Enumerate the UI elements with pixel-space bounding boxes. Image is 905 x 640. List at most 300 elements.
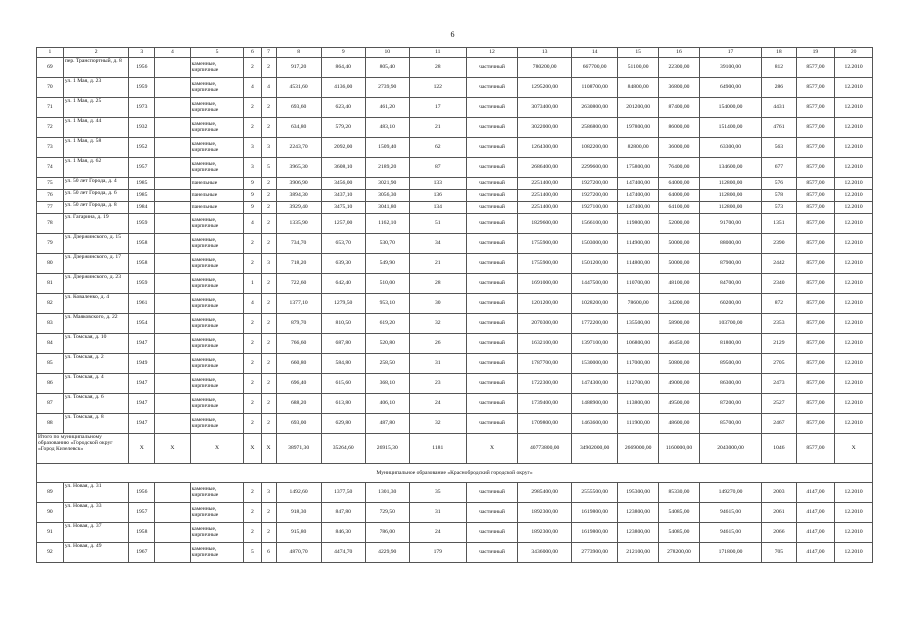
table-cell: 2 <box>244 503 261 523</box>
table-cell: 31 <box>409 503 466 523</box>
table-cell: 3022000,00 <box>518 118 572 138</box>
table-cell: 133 <box>409 178 466 190</box>
table-cell: ул. Маяковского, д. 22 <box>63 314 129 334</box>
table-cell: 1959 <box>129 78 155 98</box>
table-cell: 639,30 <box>321 254 365 274</box>
total-cell: X <box>129 434 155 464</box>
table-cell: 812 <box>762 58 796 78</box>
total-cell: 38971,30 <box>276 434 321 464</box>
table-cell: 112800,00 <box>699 202 761 214</box>
table-cell: 3906,90 <box>276 178 321 190</box>
table-cell: частичный <box>466 503 518 523</box>
table-cell: 8577,00 <box>796 374 835 394</box>
table-cell: 520,80 <box>365 334 409 354</box>
table-cell: 1956 <box>129 483 155 503</box>
table-cell: 113800,00 <box>618 394 659 414</box>
table-cell: 35 <box>409 483 466 503</box>
table-cell: 197800,00 <box>618 118 659 138</box>
table-cell: 22300,00 <box>659 58 700 78</box>
table-row <box>37 394 873 414</box>
table-cell: 1947 <box>129 374 155 394</box>
column-number-cell: 17 <box>699 48 761 58</box>
table-cell: 1082200,00 <box>572 138 618 158</box>
table-cell: 12.2010 <box>835 202 873 214</box>
table-cell: 487,80 <box>365 414 409 434</box>
table-cell: 1397100,00 <box>572 334 618 354</box>
table-cell: 1501200,00 <box>572 254 618 274</box>
table-cell: 64900,00 <box>699 78 761 98</box>
table-cell: 34200,00 <box>659 294 700 314</box>
table-cell: 82800,00 <box>618 138 659 158</box>
table-cell: каменные, кирпичные <box>190 503 244 523</box>
table-cell: 530,70 <box>365 234 409 254</box>
column-number-cell: 5 <box>190 48 244 58</box>
table-cell: 87 <box>409 158 466 178</box>
table-cell: 134 <box>409 202 466 214</box>
table-cell: 1927100,00 <box>572 202 618 214</box>
table-cell: панельные <box>190 178 244 190</box>
table-cell: 12.2010 <box>835 190 873 202</box>
table-cell <box>155 503 190 523</box>
table-row <box>37 374 873 394</box>
table-cell: 4474,70 <box>321 543 365 563</box>
table-cell: 12.2010 <box>835 523 873 543</box>
table-cell: 1958 <box>129 234 155 254</box>
table-cell: 1985 <box>129 190 155 202</box>
table-row <box>37 78 873 98</box>
table-row <box>37 234 873 254</box>
table-cell: 84700,00 <box>699 274 761 294</box>
table-cell: 63300,00 <box>699 138 761 158</box>
table-cell: 91700,00 <box>699 214 761 234</box>
table-cell: 134600,00 <box>699 158 761 178</box>
total-cell: 35264,60 <box>321 434 365 464</box>
table-cell: 729,50 <box>365 503 409 523</box>
table-cell <box>155 254 190 274</box>
total-cell: X <box>155 434 190 464</box>
table-cell: ул. Томская, д. 4 <box>63 374 129 394</box>
table-cell: 705 <box>762 543 796 563</box>
table-cell: 1488900,00 <box>572 394 618 414</box>
table-row <box>37 334 873 354</box>
column-number-cell: 6 <box>244 48 261 58</box>
table-cell: 2299600,00 <box>572 158 618 178</box>
table-cell: каменные, кирпичные <box>190 523 244 543</box>
table-cell: 846,30 <box>321 523 365 543</box>
table-cell: 103700,00 <box>699 314 761 334</box>
table-cell <box>155 78 190 98</box>
table-cell: 147400,00 <box>618 178 659 190</box>
table-row <box>37 202 873 214</box>
table-cell: 734,70 <box>276 234 321 254</box>
table-cell: 623,40 <box>321 98 365 118</box>
table-cell: 8577,00 <box>796 138 835 158</box>
table-cell: 106800,00 <box>618 334 659 354</box>
table-cell: 2 <box>261 374 276 394</box>
table-cell: 12.2010 <box>835 234 873 254</box>
table-cell: каменные, кирпичные <box>190 58 244 78</box>
table-cell: 48100,00 <box>659 274 700 294</box>
table-cell: 696,40 <box>276 374 321 394</box>
table-cell: частичный <box>466 178 518 190</box>
table-cell: 1257,00 <box>321 214 365 234</box>
table-cell: 766,60 <box>276 334 321 354</box>
table-cell: каменные, кирпичные <box>190 483 244 503</box>
column-number-cell: 10 <box>365 48 409 58</box>
table-cell: 2340 <box>762 274 796 294</box>
table-cell: 12.2010 <box>835 483 873 503</box>
table-cell: частичный <box>466 58 518 78</box>
table-cell: 2092,00 <box>321 138 365 158</box>
table-cell: частичный <box>466 214 518 234</box>
table-cell: 8577,00 <box>796 354 835 374</box>
table-row <box>37 138 873 158</box>
table-cell: 54085,00 <box>659 523 700 543</box>
table-cell: ул. Новая, д. 37 <box>63 523 129 543</box>
table-cell: 8577,00 <box>796 214 835 234</box>
table-cell: 688,20 <box>276 394 321 414</box>
table-cell: 5 <box>244 543 261 563</box>
table-cell: 8577,00 <box>796 394 835 414</box>
table-cell: 872 <box>762 294 796 314</box>
table-cell: 2 <box>261 394 276 414</box>
table-cell: 3 <box>244 158 261 178</box>
column-number-row <box>37 48 873 58</box>
table-cell: 30 <box>409 294 466 314</box>
table-cell: каменные, кирпичные <box>190 214 244 234</box>
table-cell: частичный <box>466 543 518 563</box>
table-cell: 79 <box>37 234 64 254</box>
table-cell <box>155 58 190 78</box>
table-cell: 8577,00 <box>796 314 835 334</box>
column-number-cell: 7 <box>261 48 276 58</box>
table-cell: 86300,00 <box>699 374 761 394</box>
table-cell: частичный <box>466 414 518 434</box>
table-cell: 510,00 <box>365 274 409 294</box>
table-cell: ул. 50 лет Города, д. 6 <box>63 190 129 202</box>
table-cell: 2686400,00 <box>518 158 572 178</box>
table-body <box>37 48 873 563</box>
table-cell: 123800,00 <box>618 523 659 543</box>
table-cell: 12.2010 <box>835 374 873 394</box>
table-cell: 71 <box>37 98 64 118</box>
table-cell: 1932 <box>129 118 155 138</box>
table-cell: 1958 <box>129 523 155 543</box>
table-cell: ул. Томская, д. 10 <box>63 334 129 354</box>
table-cell: каменные, кирпичные <box>190 294 244 314</box>
table-cell: 1959 <box>129 274 155 294</box>
column-number-cell: 14 <box>572 48 618 58</box>
table-cell: 667700,00 <box>572 58 618 78</box>
table-cell: 12.2010 <box>835 158 873 178</box>
table-cell: 24 <box>409 523 466 543</box>
table-cell: ул. 1 Мая, д. 62 <box>63 158 129 178</box>
table-cell: 634,80 <box>276 118 321 138</box>
table-cell: 76400,00 <box>659 158 700 178</box>
table-cell: 12.2010 <box>835 78 873 98</box>
table-cell <box>155 374 190 394</box>
table-cell: 461,20 <box>365 98 409 118</box>
table-cell: 1947 <box>129 414 155 434</box>
table-cell: 78600,00 <box>618 294 659 314</box>
table-cell: частичный <box>466 78 518 98</box>
table-cell: 135500,00 <box>618 314 659 334</box>
table-cell: ул. 1 Мая, д. 58 <box>63 138 129 158</box>
table-row <box>37 294 873 314</box>
table-cell: панельные <box>190 202 244 214</box>
table-cell: каменные, кирпичные <box>190 374 244 394</box>
table-row <box>37 178 873 190</box>
table-cell: 3475,10 <box>321 202 365 214</box>
table-cell <box>155 202 190 214</box>
table-cell: 1755900,00 <box>518 234 572 254</box>
table-cell <box>155 483 190 503</box>
total-cell: 1181 <box>409 434 466 464</box>
total-cell: 1046 <box>762 434 796 464</box>
table-row <box>37 523 873 543</box>
table-cell: каменные, кирпичные <box>190 158 244 178</box>
table-cell: 1739400,00 <box>518 394 572 414</box>
table-cell: 76 <box>37 190 64 202</box>
table-cell: 12.2010 <box>835 58 873 78</box>
section-row <box>37 464 873 483</box>
table-row <box>37 190 873 202</box>
table-cell: частичный <box>466 523 518 543</box>
table-cell: 34 <box>409 234 466 254</box>
table-cell: 2 <box>244 523 261 543</box>
table-cell <box>155 543 190 563</box>
table-cell: 1961 <box>129 294 155 314</box>
table-cell: 4531,60 <box>276 78 321 98</box>
table-row <box>37 158 873 178</box>
table-cell: 8577,00 <box>796 274 835 294</box>
table-cell: частичный <box>466 374 518 394</box>
table-cell: 26 <box>409 334 466 354</box>
table-cell: 2 <box>261 503 276 523</box>
table-cell: 258,50 <box>365 354 409 374</box>
table-cell: 1892300,00 <box>518 523 572 543</box>
table-cell: каменные, кирпичные <box>190 354 244 374</box>
table-cell: 2 <box>244 254 261 274</box>
table-cell: 1264300,00 <box>518 138 572 158</box>
table-cell: 1722300,00 <box>518 374 572 394</box>
table-cell: 4 <box>244 214 261 234</box>
table-cell: каменные, кирпичные <box>190 234 244 254</box>
table-row <box>37 214 873 234</box>
table-cell: 2 <box>261 118 276 138</box>
table-cell: 8577,00 <box>796 234 835 254</box>
table-cell: 8577,00 <box>796 254 835 274</box>
table-cell: 54085,00 <box>659 503 700 523</box>
table-cell: 2 <box>244 483 261 503</box>
table-cell: 50000,00 <box>659 234 700 254</box>
table-cell: 85700,00 <box>699 414 761 434</box>
column-number-cell: 2 <box>63 48 129 58</box>
table-cell: 2 <box>261 202 276 214</box>
table-cell: 3041,80 <box>365 202 409 214</box>
table-cell: 4 <box>244 78 261 98</box>
table-cell: 1959 <box>129 214 155 234</box>
table-cell <box>155 294 190 314</box>
table-cell: 1829600,00 <box>518 214 572 234</box>
table-cell: каменные, кирпичные <box>190 274 244 294</box>
table-cell: ул. Коваленко, д. 4 <box>63 294 129 314</box>
column-number-cell: 9 <box>321 48 365 58</box>
total-cell: X <box>190 434 244 464</box>
table-cell: 1772200,00 <box>572 314 618 334</box>
table-cell: 12.2010 <box>835 354 873 374</box>
table-cell: частичный <box>466 483 518 503</box>
table-cell <box>155 334 190 354</box>
table-cell: 12.2010 <box>835 414 873 434</box>
table-cell: 12.2010 <box>835 254 873 274</box>
table-cell: 563 <box>762 138 796 158</box>
table-cell: 953,10 <box>365 294 409 314</box>
table-cell: 73 <box>37 138 64 158</box>
table-cell: 579,20 <box>321 118 365 138</box>
total-label: Итого по муниципальному образованию «Городской округ «Город Кизелевск» <box>37 434 129 464</box>
total-cell: 8577,00 <box>796 434 835 464</box>
table-cell: 1957 <box>129 158 155 178</box>
table-cell: 74 <box>37 158 64 178</box>
table-cell: 1709800,00 <box>518 414 572 434</box>
table-cell: 613,80 <box>321 394 365 414</box>
table-cell: 49500,00 <box>659 394 700 414</box>
table-cell: 77 <box>37 202 64 214</box>
table-cell: 88000,00 <box>699 234 761 254</box>
table-cell: частичный <box>466 354 518 374</box>
table-cell: 50000,00 <box>659 254 700 274</box>
table-cell: 9 <box>244 190 261 202</box>
table-cell: 24 <box>409 394 466 414</box>
table-cell: 2473 <box>762 374 796 394</box>
table-cell: частичный <box>466 254 518 274</box>
total-cell: 2669000,00 <box>618 434 659 464</box>
table-cell: 653,70 <box>321 234 365 254</box>
table-cell: 8577,00 <box>796 78 835 98</box>
column-number-cell: 16 <box>659 48 700 58</box>
table-cell: 48600,00 <box>659 414 700 434</box>
table-cell: частичный <box>466 118 518 138</box>
column-number-cell: 15 <box>618 48 659 58</box>
table-cell: 17 <box>409 98 466 118</box>
table-cell: 1787700,00 <box>518 354 572 374</box>
table-cell: 917,20 <box>276 58 321 78</box>
table-cell: 46450,00 <box>659 334 700 354</box>
table-cell: 87400,00 <box>659 98 700 118</box>
table-cell: 1509,40 <box>365 138 409 158</box>
table-cell <box>155 394 190 414</box>
table-cell: 1957 <box>129 503 155 523</box>
table-cell: 1503000,00 <box>572 234 618 254</box>
table-cell: 278200,00 <box>659 543 700 563</box>
table-cell <box>155 234 190 254</box>
table-cell: 2 <box>244 58 261 78</box>
table-cell: 58900,00 <box>659 314 700 334</box>
table-cell: 70 <box>37 78 64 98</box>
table-cell: ул. 1 Мая, д. 44 <box>63 118 129 138</box>
table-cell: 12.2010 <box>835 294 873 314</box>
table-cell: каменные, кирпичные <box>190 78 244 98</box>
table-cell: 8577,00 <box>796 414 835 434</box>
table-cell: 286 <box>762 78 796 98</box>
column-number-cell: 11 <box>409 48 466 58</box>
total-cell: 34902000,00 <box>572 434 618 464</box>
table-cell: 51100,00 <box>618 58 659 78</box>
table-cell: ул. Томская, д. 8 <box>63 414 129 434</box>
table-cell: 110700,00 <box>618 274 659 294</box>
total-cell: 40773800,00 <box>518 434 572 464</box>
table-cell: 94615,00 <box>699 523 761 543</box>
table-cell: 2739,90 <box>365 78 409 98</box>
column-number-cell: 19 <box>796 48 835 58</box>
table-cell: 8577,00 <box>796 334 835 354</box>
table-cell: 2985400,00 <box>518 483 572 503</box>
table-row <box>37 98 873 118</box>
table-cell: 2 <box>244 394 261 414</box>
table-cell: 1619800,00 <box>572 523 618 543</box>
table-cell: 642,40 <box>321 274 365 294</box>
table-cell: 1619800,00 <box>572 503 618 523</box>
table-cell: 36000,00 <box>659 138 700 158</box>
table-cell: 84 <box>37 334 64 354</box>
table-cell <box>155 98 190 118</box>
table-cell: 1492,60 <box>276 483 321 503</box>
table-cell: 1958 <box>129 254 155 274</box>
table-cell: 1927200,00 <box>572 178 618 190</box>
table-cell: 12.2010 <box>835 314 873 334</box>
table-cell: 147400,00 <box>618 190 659 202</box>
table-cell: 368,10 <box>365 374 409 394</box>
table-cell: 810,50 <box>321 314 365 334</box>
table-cell: 151400,00 <box>699 118 761 138</box>
table-cell: пер. Транспортный, д. 8 <box>63 58 129 78</box>
table-cell: 2 <box>261 523 276 543</box>
table-cell: 31 <box>409 354 466 374</box>
table-cell: 2 <box>244 98 261 118</box>
table-cell: 8577,00 <box>796 202 835 214</box>
table-cell: 12.2010 <box>835 543 873 563</box>
table-row <box>37 483 873 503</box>
table-cell: 111900,00 <box>618 414 659 434</box>
table-cell: 2 <box>261 294 276 314</box>
table-cell: 12.2010 <box>835 138 873 158</box>
table-cell: 4147,00 <box>796 523 835 543</box>
table-cell: 915,80 <box>276 523 321 543</box>
table-cell: 171800,00 <box>699 543 761 563</box>
table-cell: 2 <box>261 274 276 294</box>
total-cell: X <box>244 434 261 464</box>
table-cell: 1691000,00 <box>518 274 572 294</box>
table-cell: 3 <box>261 254 276 274</box>
table-cell: 117000,00 <box>618 354 659 374</box>
table-cell: 12.2010 <box>835 98 873 118</box>
table-cell <box>155 158 190 178</box>
table-cell: 123800,00 <box>618 503 659 523</box>
table-cell: 615,60 <box>321 374 365 394</box>
table-cell: 3965,30 <box>276 158 321 178</box>
table-cell: 2555500,00 <box>572 483 618 503</box>
table-cell: 573 <box>762 202 796 214</box>
table-cell: 2129 <box>762 334 796 354</box>
table-cell: 84800,00 <box>618 78 659 98</box>
table-cell <box>155 138 190 158</box>
table-cell: 4136,00 <box>321 78 365 98</box>
table-cell: 2070300,00 <box>518 314 572 334</box>
table-cell <box>155 118 190 138</box>
table-cell: 3 <box>261 483 276 503</box>
table-cell: 8577,00 <box>796 98 835 118</box>
